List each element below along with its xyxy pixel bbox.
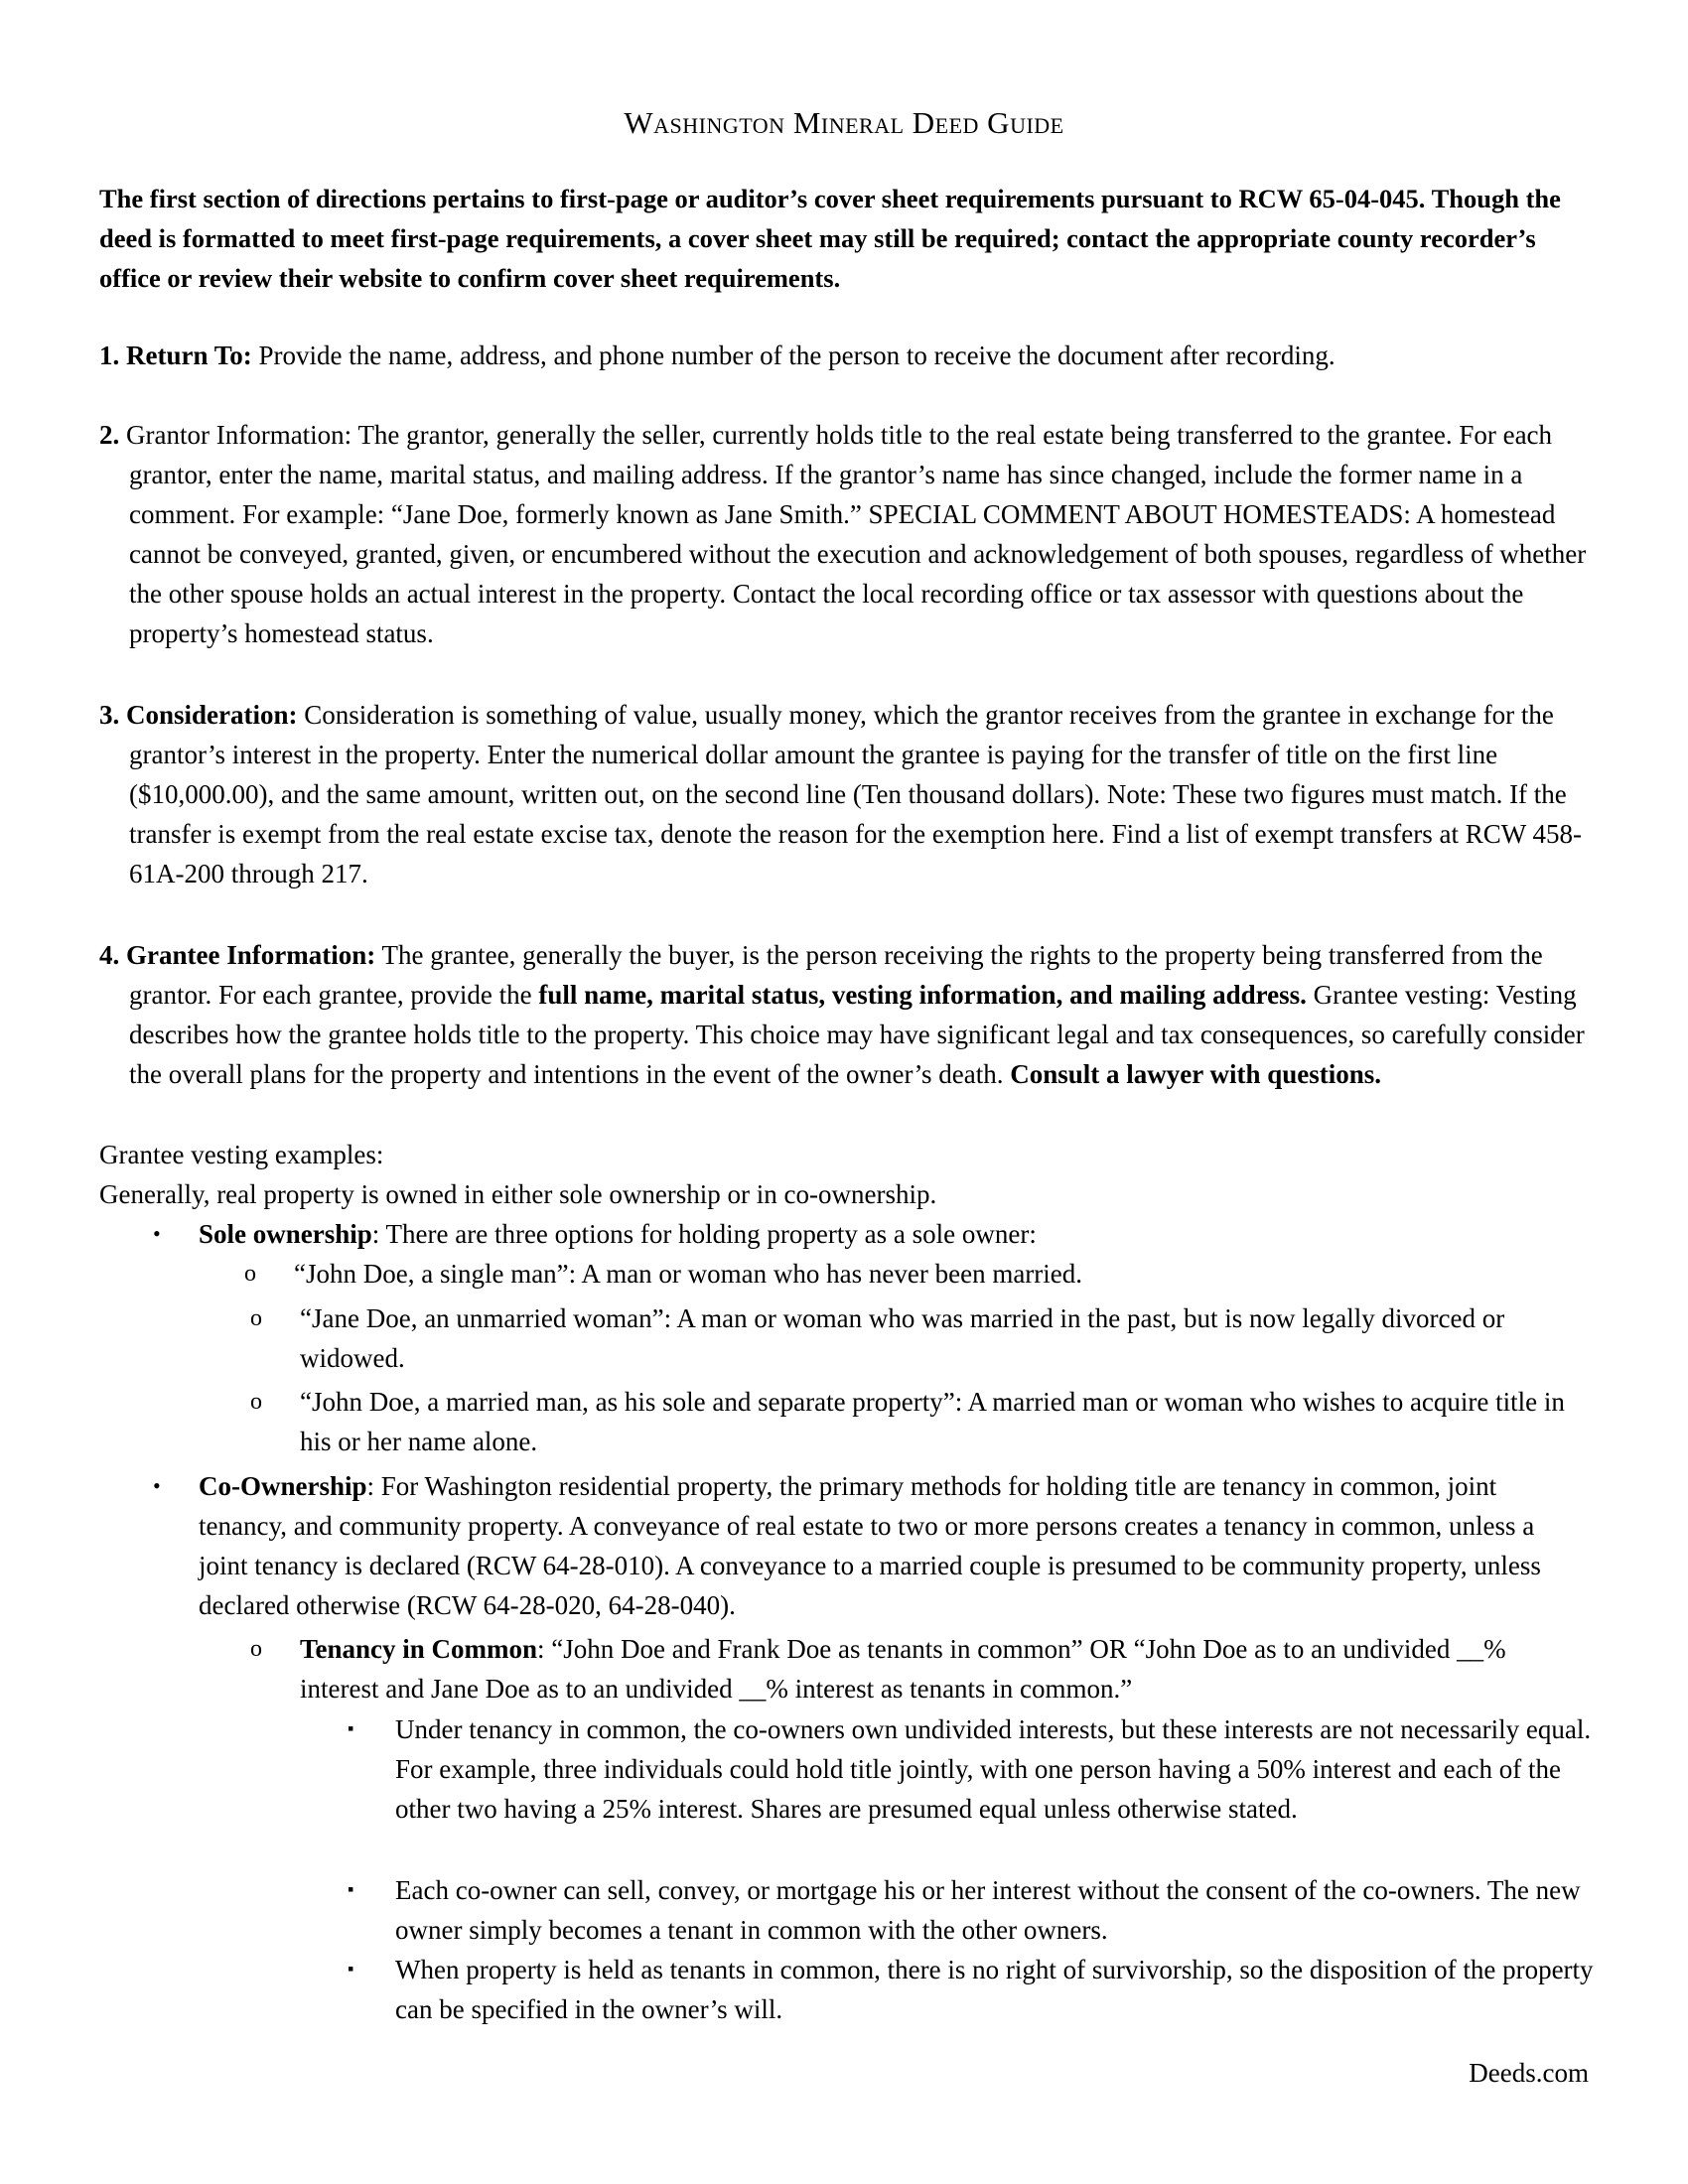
point-text: Under tenancy in common, the co-owners own undivided interests, but these interests are not necessarily equal. For example, three individuals could hold title jointly, with one person having a 50% interest and each of the other two having a 25% interest. Shares are presumed equal unless otherwise stated. xyxy=(395,1714,1592,1824)
sub-bullet-label: Tenancy in Common xyxy=(300,1634,538,1664)
bullet-label: Sole ownership xyxy=(199,1219,372,1249)
sub-bullet-marker: o xyxy=(250,1305,262,1331)
item-text: Provide the name, address, and phone number of the person to receive the document after recording. xyxy=(258,341,1336,370)
sub-bullet-text: “John Doe, a married man, as his sole and separate property”: A married man or woman who wishes to acquire title in his or her name alone. xyxy=(300,1387,1565,1456)
sub-bullet-marker: o xyxy=(250,1389,262,1415)
sub-bullet-text: “John Doe, a single man”: A man or woman who has never been married. xyxy=(294,1259,1083,1289)
sub-bullet-text: “Jane Doe, an unmarried woman”: A man or woman who was married in the past, but is now legally divorced or widowed. xyxy=(300,1303,1505,1373)
item-emphasis: Consult a lawyer with questions. xyxy=(1010,1059,1382,1089)
sole-option-single xyxy=(244,1254,1595,1294)
instruction-consideration xyxy=(99,695,1618,893)
sub-bullet-text: : “John Doe and Frank Doe as tenants in common” OR “John Doe as to an undivided __% interest and Jane Doe as to an undivided __% interest as tenants in common.” xyxy=(300,1634,1506,1704)
point-text: When property is held as tenants in common, there is no right of survivorship, so the disposition of the property can be specified in the owner’s will. xyxy=(395,1955,1594,2024)
point-text: Each co-owner can sell, convey, or mortgage his or her interest without the consent of the co-owners. The new owner simply becomes a tenant in common with the other owners. xyxy=(395,1875,1581,1945)
item-number: 4. xyxy=(99,940,120,970)
item-text: The grantee, generally the buyer, is the person receiving the rights to the property being transferred from the grantor. For each grantee, provide the xyxy=(129,940,1543,1010)
instruction-grantor-information xyxy=(99,415,1618,653)
item-number: 3. xyxy=(99,700,120,730)
tenancy-point-survivorship xyxy=(348,1950,1597,2029)
vesting-intro: Generally, real property is owned in either sole ownership or in co-ownership. xyxy=(99,1179,937,1209)
sole-option-unmarried xyxy=(250,1298,1591,1378)
tenancy-point-undivided xyxy=(348,1709,1597,1829)
item-number: 1. xyxy=(99,341,120,370)
item-text: Grantor Information: The grantor, generally the seller, currently holds title to the real estate being transferred to the grantee. For each grantor, enter the name, marital status, and mailing address. If the grantor’s name has since changed, include the former name in a comment. For example: “Jane Doe, formerly known as Jane Smith.” SPECIAL COMMENT ABOUT HOMESTEADS: A homestead cannot be conveyed, granted, given, or encumbered without the execution and acknowledgement of both spouses, regardless of whether the other spouse holds an actual interest in the property. Contact the local recording office or tax assessor with questions about the property’s homestead status. xyxy=(126,420,1587,648)
tenancy-in-common-bullet xyxy=(250,1629,1591,1708)
sole-option-married xyxy=(250,1382,1591,1461)
sub-bullet-marker: o xyxy=(250,1636,262,1662)
square-bullet-marker: ▪ xyxy=(348,1718,354,1738)
vesting-heading: Grantee vesting examples: xyxy=(99,1140,384,1169)
tenancy-point-sell xyxy=(348,1870,1597,1950)
page-title: Washington Mineral Deed Guide xyxy=(624,105,1064,140)
item-label: Consideration: xyxy=(126,700,298,730)
bullet-label: Co-Ownership xyxy=(199,1471,367,1501)
item-text: Grantee vesting: Vesting describes how the grantee holds title to the property. This choice may have significant legal and tax consequences, so carefully consider the overall plans for the property and intentions in the event of the owner’s death. xyxy=(129,980,1585,1089)
bullet-marker: • xyxy=(153,1473,161,1498)
instruction-grantee-information xyxy=(99,935,1618,1094)
sole-ownership-bullet xyxy=(153,1214,1589,1254)
item-label: Grantee Information: xyxy=(126,940,376,970)
instruction-return-to xyxy=(99,336,1618,375)
sub-bullet-marker: o xyxy=(244,1261,256,1287)
item-number: 2. xyxy=(99,420,120,450)
bullet-marker: • xyxy=(153,1221,161,1246)
item-text: Consideration is something of value, usually money, which the grantor receives from the grantee in exchange for the grantor’s interest in the property. Enter the numerical dollar amount the grantee is paying for the transfer of title on the first line ($10,000.00), and the same amount, written out, on the second line (Ten thousand dollars). Note: These two figures must match. If the transfer is exempt from the real estate excise tax, denote the reason for the exemption here. Find a list of exempt transfers at RCW 458-61A-200 through 217. xyxy=(129,700,1583,888)
square-bullet-marker: ▪ xyxy=(348,1879,354,1899)
intro-paragraph: The first section of directions pertains to first-page or auditor’s cover sheet requirements pursuant to RCW 65-04-045. Though the deed is formatted to meet first-page requirements, a cover sheet may still be required; contact the appropriate county recorder’s office or review their website to confirm cover sheet requirements. xyxy=(99,184,1561,293)
item-label: Return To: xyxy=(126,341,252,370)
bullet-text: : For Washington residential property, the primary methods for holding title are tenancy in common, joint tenancy, and community property. A conveyance of real estate to two or more persons creates a tenancy in common, unless a joint tenancy is declared (RCW 64-28-010). A conveyance to a married couple is presumed to be community property, unless declared otherwise (RCW 64-28-020, 64-28-040). xyxy=(199,1471,1541,1620)
item-emphasis: full name, marital status, vesting information, and mailing address. xyxy=(538,980,1307,1010)
co-ownership-bullet xyxy=(153,1466,1589,1625)
square-bullet-marker: ▪ xyxy=(348,1959,354,1979)
footer-brand: Deeds.com xyxy=(1469,2058,1589,2088)
bullet-text: : There are three options for holding property as a sole owner: xyxy=(371,1219,1037,1249)
